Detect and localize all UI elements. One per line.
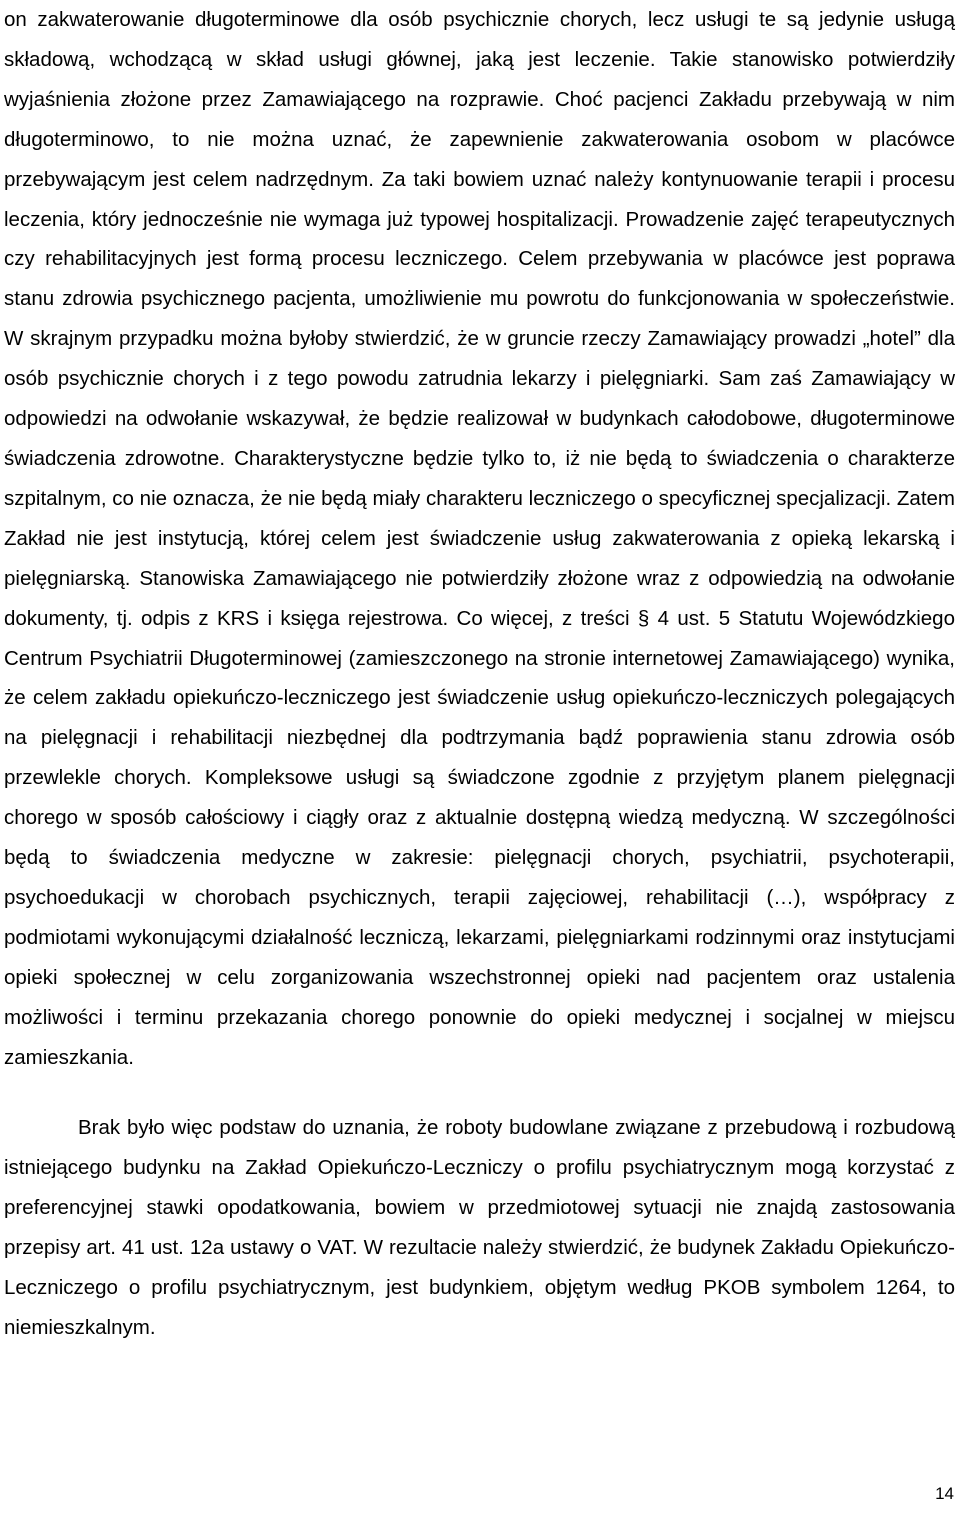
page-number: 14 bbox=[935, 1484, 954, 1503]
document-body bbox=[4, 0, 955, 1348]
paragraph-2: Brak było więc podstaw do uznania, że roboty budowlane związane z przebudową i rozbudową istniejącego budynku na Zakład Opiekuńczo-Leczniczy o profilu psychiatrycznym mogą korzystać z preferencyjnej stawki opodatkowania, bowiem w przedmiotowej sytuacji nie znajdą zastosowania przepisy art. 41 ust. 12a ustawy o VAT. W rezultacie należy stwierdzić, że budynek Zakładu Opiekuńczo-Leczniczego o profilu psychiatrycznym, jest budynkiem, objętym według PKOB symbolem 1264, to niemieszkalnym. bbox=[4, 1116, 955, 1339]
paragraph-1: on zakwaterowanie długoterminowe dla osób psychicznie chorych, lecz usługi te są jedynie usługą składową, wchodzącą w skład usługi głównej, jaką jest leczenie. Takie stanowisko potwierdziły wyjaśnienia złożone przez Zamawiającego na rozprawie. Choć pacjenci Zakładu przebywają w nim długoterminowo, to nie można uznać, że zapewnienie zakwaterowania osobom w placówce przebywającym jest celem nadrzędnym. Za taki bowiem uznać należy kontynuowanie terapii i procesu leczenia, który jednocześnie nie wymaga już typowej hospitalizacji. Prowadzenie zajęć terapeutycznych czy rehabilitacyjnych jest formą procesu leczniczego. Celem przebywania w placówce jest poprawa stanu zdrowia psychicznego pacjenta, umożliwienie mu powrotu do funkcjonowania w społeczeństwie. W skrajnym przypadku można byłoby stwierdzić, że w gruncie rzeczy Zamawiający prowadzi „hotel” dla osób psychicznie chorych i z tego powodu zatrudnia lekarzy i pielęgniarki. Sam zaś Zamawiający w odpowiedzi na odwołanie wskazywał, że będzie realizował w budynkach całodobowe, długoterminowe świadczenia zdrowotne. Charakterystyczne będzie tylko to, iż nie będą to świadczenia o charakterze szpitalnym, co nie oznacza, że nie będą miały charakteru leczniczego o specyficznej specjalizacji. Zatem Zakład nie jest instytucją, której celem jest świadczenie usług zakwaterowania z opieką lekarską i pielęgniarską. Stanowiska Zamawiającego nie potwierdziły złożone wraz z odpowiedzią na odwołanie dokumenty, tj. odpis z KRS i księga rejestrowa. Co więcej, z treści § 4 ust. 5 Statutu Wojewódzkiego Centrum Psychiatrii Długoterminowej (zamieszczonego na stronie internetowej Zamawiającego) wynika, że celem zakładu opiekuńczo-leczniczego jest świadczenie usług opiekuńczo-leczniczych polegających na pielęgnacji i rehabilitacji niezbędnej dla podtrzymania bądź poprawienia stanu zdrowia osób przewlekle chorych. Kompleksowe usługi są świadczone zgodnie z przyjętym planem pielęgnacji chorego w sposób całościowy i ciągły oraz z aktualnie dostępną wiedzą medyczną. W szczególności będą to świadczenia medyczne w zakresie: pielęgnacji chorych, psychiatrii, psychoterapii, psychoedukacji w chorobach psychicznych, terapii zajęciowej, rehabilitacji (…), współpracy z podmiotami wykonującymi działalność leczniczą, lekarzami, pielęgniarkami rodzinnymi oraz instytucjami opieki społecznej w celu zorganizowania wszechstronnej opieki nad pacjentem oraz ustalenia możliwości i terminu przekazania chorego ponownie do opieki medycznej i socjalnej w miejscu zamieszkania. bbox=[4, 8, 955, 1069]
